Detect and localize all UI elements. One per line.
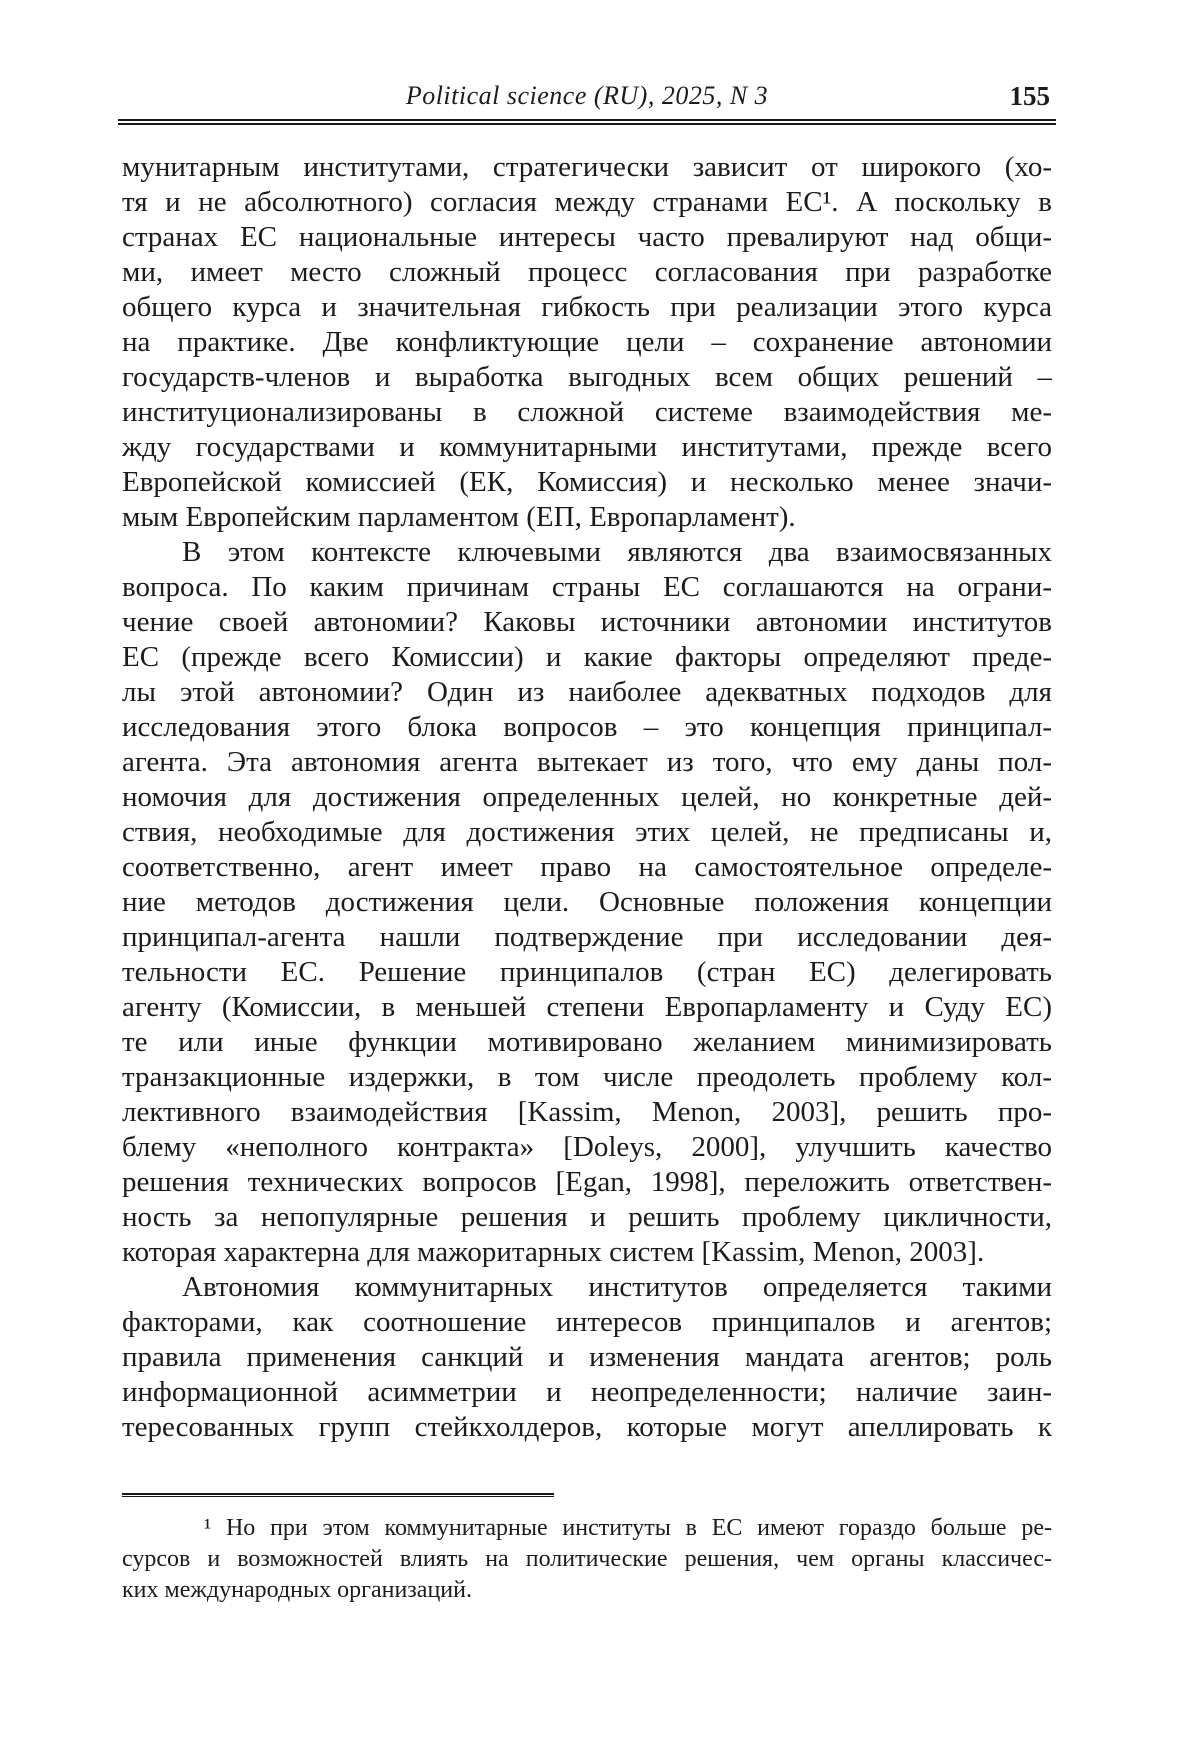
text-line: правила применения санкций и изменения мандата агентов; роль <box>122 1341 1052 1373</box>
text-line: мунитарным институтами, стратегически зависит от широкого (хо- <box>122 151 1052 183</box>
text-line: жду государствами и коммунитарными институтами, прежде всего <box>122 431 1052 463</box>
text-line: ЕС (прежде всего Комиссии) и какие факторы определяют преде- <box>122 641 1052 673</box>
text-line: информационной асимметрии и неопределенности; наличие заин- <box>122 1376 1052 1408</box>
article-body <box>122 150 1052 1445</box>
text-line: блему «неполного контракта» [Doleys, 2000], улучшить качество <box>122 1131 1052 1163</box>
text-line: сурсов и возможностей влиять на политические решения, чем органы классичес- <box>122 1546 1052 1572</box>
text-line: мым Европейским парламентом (ЕП, Европарламент). <box>122 501 796 533</box>
text-line: Европейской комиссией (ЕК, Комиссия) и несколько менее значи- <box>122 466 1052 498</box>
text-line: тересованных групп стейкхолдеров, которые могут апеллировать к <box>122 1411 1052 1443</box>
paragraph-1 <box>122 150 1052 535</box>
text-line: агенту (Комиссии, в меньшей степени Европарламенту и Суду ЕС) <box>122 991 1052 1023</box>
text-line: ми, имеет место сложный процесс согласования при разработке <box>122 256 1052 288</box>
text-line: Автономия коммунитарных институтов определяется такими <box>182 1271 1052 1303</box>
text-line: лы этой автономии? Один из наиболее адекватных подходов для <box>122 676 1052 708</box>
footnote <box>122 1513 1052 1606</box>
text-line: транзакционные издержки, в том числе преодолеть проблему кол- <box>122 1061 1052 1093</box>
text-line: агента. Эта автономия агента вытекает из того, что ему даны пол- <box>122 746 1052 778</box>
text-line: ¹ Но при этом коммунитарные институты в ЕС имеют гораздо больше ре- <box>204 1515 1052 1541</box>
footnote-rule <box>122 1493 554 1497</box>
text-line: решения технических вопросов [Egan, 1998], переложить ответствен- <box>122 1166 1052 1198</box>
text-line: общего курса и значительная гибкость при реализации этого курса <box>122 291 1052 323</box>
text-line: В этом контексте ключевыми являются два взаимосвязанных <box>182 536 1052 568</box>
text-line: которая характерна для мажоритарных систем [Kassim, Menon, 2003]. <box>122 1236 985 1268</box>
text-line: те или иные функции мотивировано желанием минимизировать <box>122 1026 1052 1058</box>
text-line: чение своей автономии? Каковы источники автономии институтов <box>122 606 1052 638</box>
text-line: государств-членов и выработка выгодных всем общих решений – <box>122 361 1052 393</box>
paragraph-3 <box>122 1270 1052 1445</box>
text-line: тельности ЕС. Решение принципалов (стран ЕС) делегировать <box>122 956 1052 988</box>
paragraph-2 <box>122 535 1052 1270</box>
text-line: факторами, как соотношение интересов принципалов и агентов; <box>122 1306 1052 1338</box>
text-line: странах ЕС национальные интересы часто превалируют над общи- <box>122 221 1052 253</box>
text-line: соответственно, агент имеет право на самостоятельное определе- <box>122 851 1052 883</box>
text-line: институционализированы в сложной системе взаимодействия ме- <box>122 396 1052 428</box>
header-rule <box>118 119 1056 125</box>
text-line: принципал-агента нашли подтверждение при исследовании дея- <box>122 921 1052 953</box>
text-line: лективного взаимодействия [Kassim, Menon, 2003], решить про- <box>122 1096 1052 1128</box>
page-number: 155 <box>1009 81 1050 111</box>
text-line: номочия для достижения определенных целей, но конкретные дей- <box>122 781 1052 813</box>
running-head <box>122 80 1052 116</box>
text-line: тя и не абсолютного) согласия между странами ЕС¹. А поскольку в <box>122 186 1052 218</box>
text-line: вопроса. По каким причинам страны ЕС соглашаются на ограни- <box>122 571 1052 603</box>
text-line: на практике. Две конфликтующие цели – сохранение автономии <box>122 326 1052 358</box>
text-line: ность за непопулярные решения и решить проблему цикличности, <box>122 1201 1052 1233</box>
text-line: ствия, необходимые для достижения этих целей, не предписаны и, <box>122 816 1052 848</box>
journal-title: Political science (RU), 2025, N 3 <box>405 81 769 110</box>
text-line: исследования этого блока вопросов – это концепция принципал- <box>122 711 1052 743</box>
text-line: ких международных организаций. <box>122 1577 472 1603</box>
text-line: ние методов достижения цели. Основные положения концепции <box>122 886 1052 918</box>
